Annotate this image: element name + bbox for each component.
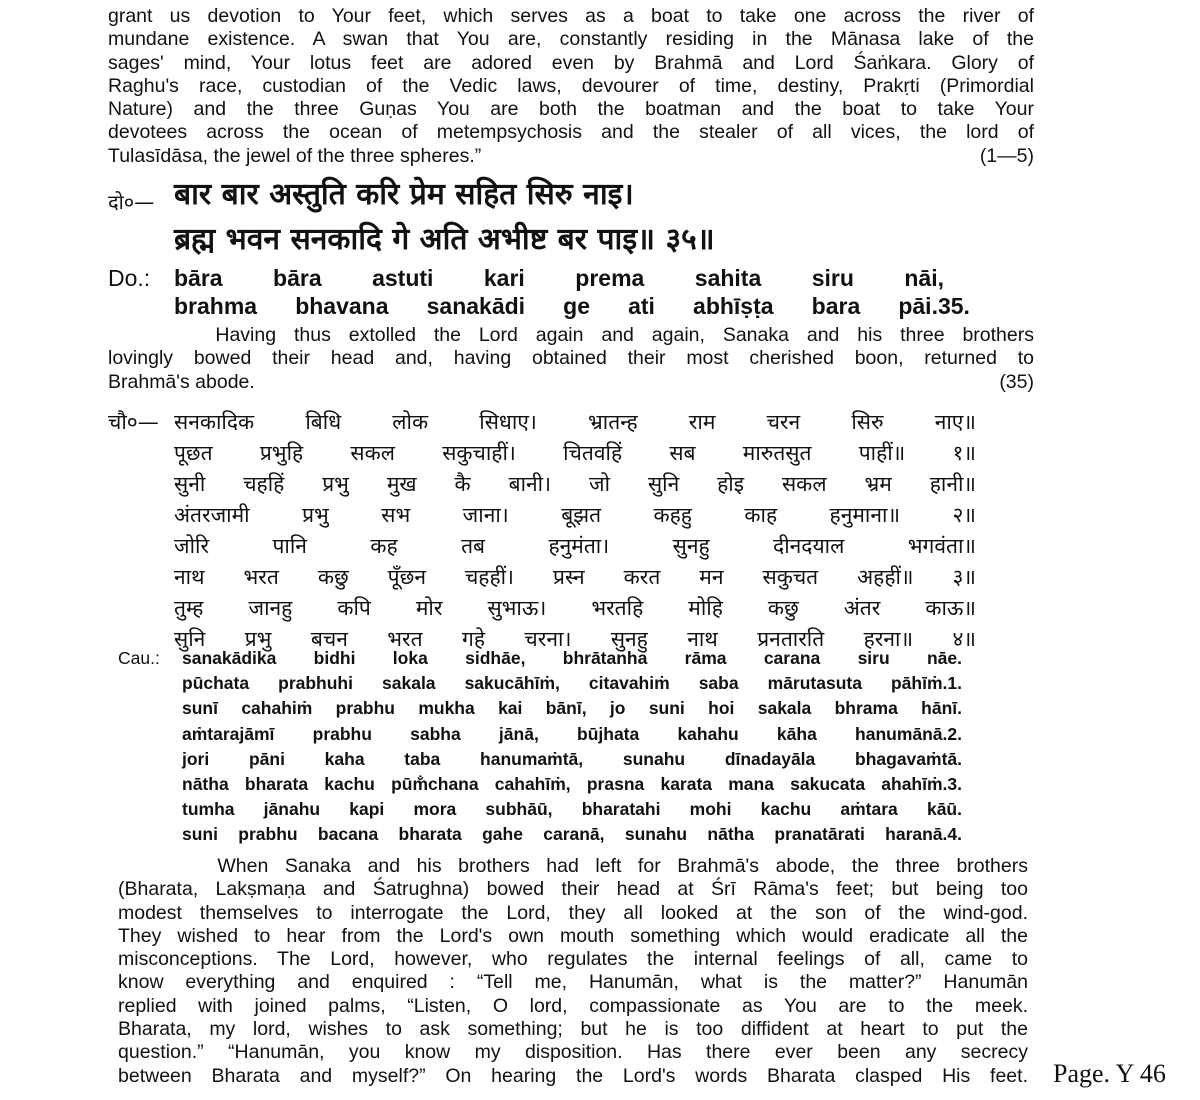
- chaupai-translit-line: sunī cahahiṁ prabhu mukha kai bānī, jo suni hoi sakala bhrama hānī.: [182, 698, 962, 719]
- translit-word: bara: [811, 293, 861, 319]
- text-line: between Bharata and myself?” On hearing the Lord's words Bharata clasped His feet.: [118, 1064, 1028, 1087]
- text-line: modest themselves to interrogate the Lord, they all looked at the son of the wind-god.: [118, 901, 1028, 924]
- text-line-last: [108, 371, 1034, 394]
- verse-reference: (35): [999, 370, 1034, 393]
- chaupai-translit-line: pūchata prabhuhi sakala sakucāhīṁ, citavahiṁ saba mārutasuta pāhīṁ.1.: [182, 673, 962, 694]
- translit-word: prema: [575, 265, 645, 291]
- chaupai-line: जोरि पानि कह तब हनुमंता। सुनहु दीनदयाल भगवंता॥: [174, 534, 976, 558]
- doha-translit-line: [174, 292, 970, 320]
- chaupai-line: सुनि प्रभु बचन भरत गहे चरना। सुनहु नाथ प्रनतारति हरना॥ ४॥: [174, 627, 976, 651]
- text-line: mundane existence. A swan that You are, constantly residing in the Mānasa lake of the: [108, 28, 1034, 51]
- translit-word: ge: [563, 293, 590, 319]
- text-line: Having thus extolled the Lord again and again, Sanaka and his three brothers: [108, 324, 1034, 346]
- translit-word: nāi,: [904, 265, 944, 291]
- translit-word: sahita: [694, 265, 762, 291]
- text-line: Brahmā's abode.: [108, 370, 255, 393]
- text-line: replied with joined palms, “Listen, O lord, compassionate as You are to the meek.: [118, 994, 1028, 1017]
- text-line: lovingly bowed their head and, having obtained their most cherished boon, returned to: [108, 347, 1034, 370]
- text-line: devotees across the ocean of metempsychosis and the stealer of all vices, the lord of: [108, 121, 1034, 144]
- chaupai-translit-line: sanakādika bidhi loka sidhāe, bhrātanha rāma carana siru nāe.: [182, 648, 962, 668]
- doha-label: दो०—: [108, 190, 155, 214]
- translit-word: siru: [811, 265, 854, 291]
- text-line: They wished to hear from the Lord's own mouth something which would eradicate all the: [118, 924, 1028, 947]
- text-line: Bharata, my lord, wishes to ask something; but he is too diffident at heart to put the: [118, 1018, 1028, 1041]
- chaupai-line: सुनी चहहिं प्रभु मुख कै बानी। जो सुनि होइ सकल भ्रम हानी॥: [174, 472, 976, 496]
- text-line: Tulasīdāsa, the jewel of the three spheres.”: [108, 144, 482, 167]
- text-line: sages' mind, Your lotus feet are adored even by Brahmā and Lord Śaṅkara. Glory of: [108, 51, 1034, 74]
- chaupai-label: चौ०—: [108, 410, 159, 434]
- text-line: When Sanaka and his brothers had left for Brahmā's abode, the three brothers: [118, 855, 1028, 877]
- translit-word: astuti: [372, 265, 434, 291]
- translit-word: bāra: [174, 265, 223, 291]
- chaupai-translit-label: Cau.:: [118, 648, 160, 668]
- doha-translit-line: [174, 264, 944, 292]
- translit-word: bhavana: [295, 293, 389, 319]
- chaupai-meaning: [118, 855, 1028, 1088]
- chaupai-translit-line: suni prabhu bacana bharata gahe caranā, sunahu nātha pranatārati haranā.4.: [182, 824, 962, 845]
- text-line: know everything and enquired : “Tell me, Hanumān, what is the matter?” Hanumān: [118, 971, 1028, 994]
- translit-word: sanakādi: [426, 293, 526, 319]
- verse-reference: (1—5): [979, 144, 1034, 167]
- chaupai-translit-line: aṁtarajāmī prabhu sabha jānā, būjhata kahahu kāha hanumānā.2.: [182, 723, 962, 744]
- doha-transliteration: [108, 264, 970, 320]
- doha-line: बार बार अस्तुति करि प्रेम सहित सिरु नाइ।: [174, 177, 634, 212]
- intro-paragraph: [108, 5, 1034, 168]
- translit-word: bāra: [273, 265, 322, 291]
- chaupai-translit-line: jori pāni kaha taba hanumaṁtā, sunahu dīnadayāla bhagavaṁtā.: [182, 748, 962, 769]
- text-line: misconceptions. The Lord, however, who regulates the internal feelings of all, came to: [118, 948, 1028, 971]
- chaupai-transliteration: [118, 646, 962, 848]
- text-line: Nature) and the three Guṇas You are both the boatman and the boat to take Your: [108, 98, 1034, 121]
- chaupai-line: नाथ भरत कछु पूँछन चहहीं। प्रस्न करत मन सकुचत अहहीं॥ ३॥: [174, 565, 976, 589]
- text-line: grant us devotion to Your feet, which serves as a boat to take one across the river of: [108, 5, 1034, 27]
- chaupai-translit-line: tumha jānahu kapi mora subhāū, bharatahi mohi kachu aṁtara kāū.: [182, 799, 962, 820]
- chaupai-line: पूछत प्रभुहि सकल सकुचाहीं। चितवहिं सब मारुतसुत पाहीं॥ १॥: [174, 441, 976, 465]
- chaupai-line: अंतरजामी प्रभु सभ जाना। बूझत कहहु काह हनुमाना॥ २॥: [174, 503, 976, 527]
- translit-word: brahma: [174, 293, 258, 319]
- translit-word: ati: [628, 293, 655, 319]
- translit-word: pāi.35.: [898, 293, 970, 319]
- text-line: (Bharata, Lakṣmaṇa and Śatrughna) bowed their head at Śrī Rāma's feet; but being too: [118, 878, 1028, 901]
- chaupai-line: सनकादिक बिधि लोक सिधाए। भ्रातन्ह राम चरन सिरु नाए॥: [174, 410, 976, 434]
- chaupai-line: तुम्ह जानहु कपि मोर सुभाऊ। भरतहि मोहि कछु अंतर काऊ॥: [174, 596, 976, 620]
- doha-line: ब्रह्म भवन सनकादि गे अति अभीष्ट बर पाइ॥ ३५॥: [174, 222, 715, 257]
- translit-word: kari: [483, 265, 525, 291]
- page-number: Page. Y 46: [1053, 1059, 1166, 1088]
- doha-devanagari: [108, 176, 715, 258]
- doha-meaning: [108, 324, 1034, 394]
- chaupai-devanagari: [108, 407, 976, 655]
- text-line: Raghu's race, custodian of the Vedic laws, devourer of time, destiny, Prakṛti (Primordial: [108, 74, 1034, 97]
- text-line: question.” “Hanumān, you know my disposition. Has there ever been any secrecy: [118, 1041, 1028, 1064]
- doha-translit-label: Do.:: [108, 265, 151, 291]
- chaupai-translit-line: nātha bharata kachu pūm̐chana cahahīṁ, prasna karata mana sakucata ahahīṁ.3.: [182, 774, 962, 795]
- translit-word: abhīṣṭa: [693, 293, 774, 319]
- text-line-last: [108, 145, 1034, 168]
